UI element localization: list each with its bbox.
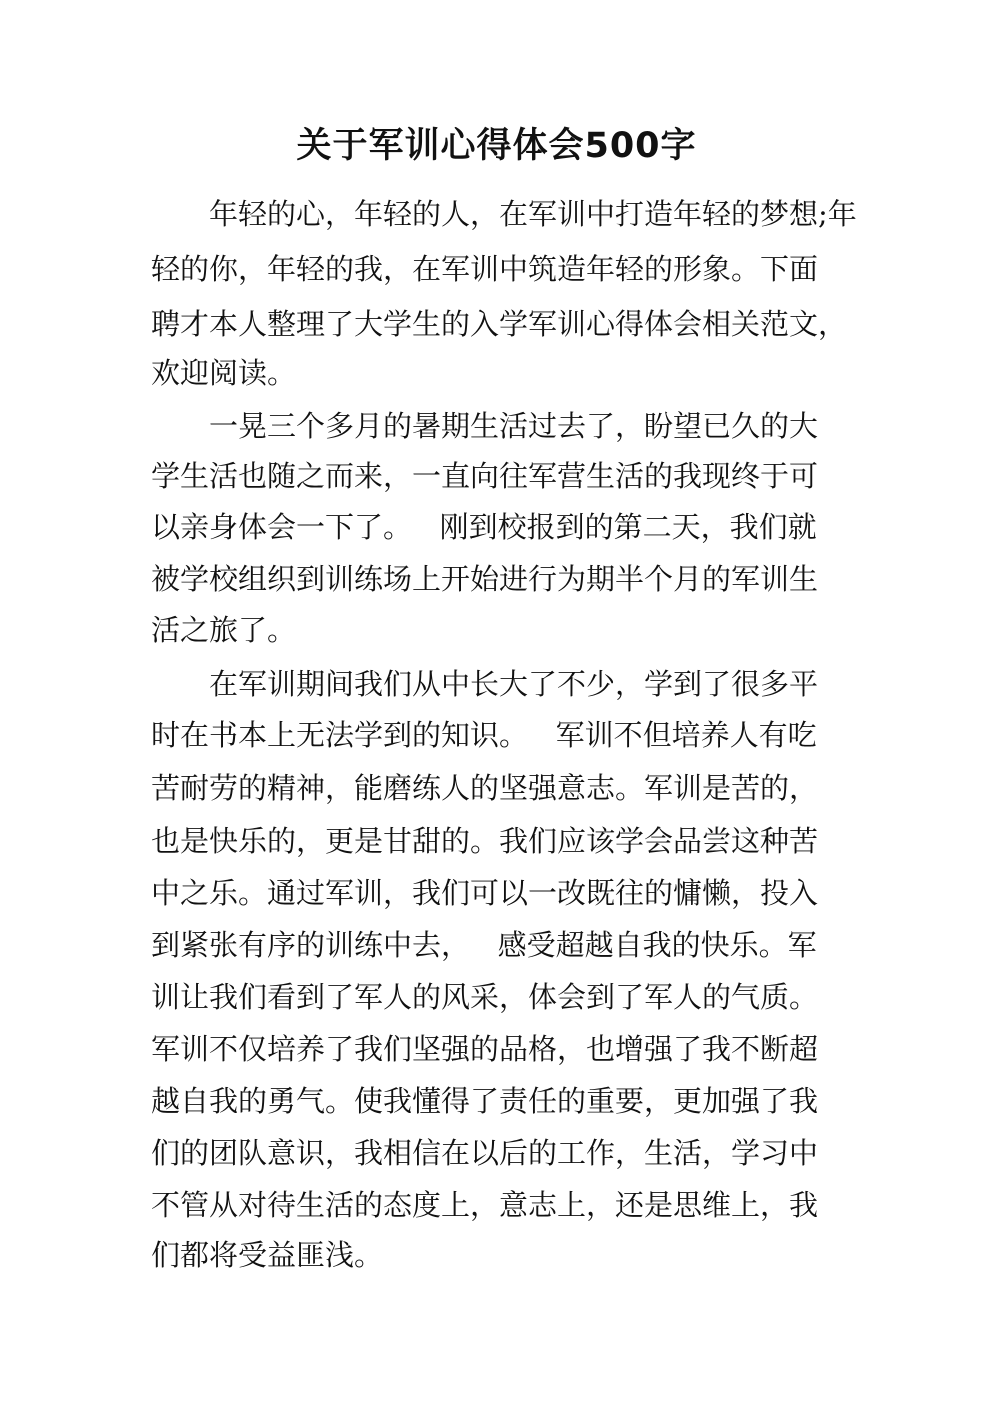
paragraph-3-line-7: 训让我们看到了军人的风采，体会到了军人的气质。 <box>151 980 819 1014</box>
paragraph-1-line-3: 聘才本人整理了大学生的入学军训心得体会相关范文， <box>151 307 848 341</box>
paragraph-1-line-2: 轻的你，年轻的我，在军训中筑造年轻的形象。下面 <box>151 252 819 286</box>
paragraph-3-line-1: 在军训期间我们从中长大了不少，学到了很多平 <box>209 667 819 701</box>
paragraph-1-line-4: 欢迎阅读。 <box>151 356 297 390</box>
paragraph-3-line-11: 不管从对待生活的态度上，意志上，还是思维上，我 <box>151 1188 819 1222</box>
paragraph-3-line-9: 越自我的勇气。使我懂得了责任的重要，更加强了我 <box>151 1084 819 1118</box>
paragraph-2-line-5: 活之旅了。 <box>151 613 297 647</box>
paragraph-3-line-6: 到紧张有序的训练中去， 感受超越自我的快乐。军 <box>151 928 817 962</box>
paragraph-2-line-3: 以亲身体会一下了。 刚到校报到的第二天，我们就 <box>151 510 817 544</box>
paragraph-3-line-2: 时在书本上无法学到的知识。 军训不但培养人有吃 <box>151 718 817 752</box>
paragraph-2-line-1: 一晃三个多月的暑期生活过去了，盼望已久的大 <box>209 409 819 443</box>
paragraph-3-line-12: 们都将受益匪浅。 <box>151 1238 384 1272</box>
paragraph-2-line-4: 被学校组织到训练场上开始进行为期半个月的军训生 <box>151 562 819 596</box>
paragraph-3-line-10: 们的团队意识，我相信在以后的工作，生活，学习中 <box>151 1136 819 1170</box>
paragraph-3-line-8: 军训不仅培养了我们坚强的品格，也增强了我不断超 <box>151 1032 819 1066</box>
document-title: 关于军训心得体会500字 <box>296 126 697 166</box>
paragraph-3-line-3: 苦耐劳的精神，能磨练人的坚强意志。军训是苦的， <box>151 771 819 805</box>
paragraph-2-line-2: 学生活也随之而来，一直向往军营生活的我现终于可 <box>151 459 819 493</box>
paragraph-3-line-5: 中之乐。通过军训，我们可以一改既往的慵懒，投入 <box>151 876 819 910</box>
paragraph-1-line-1: 年轻的心，年轻的人，在军训中打造年轻的梦想;年 <box>209 197 857 231</box>
paragraph-3-line-4: 也是快乐的，更是甘甜的。我们应该学会品尝这种苦 <box>151 824 819 858</box>
